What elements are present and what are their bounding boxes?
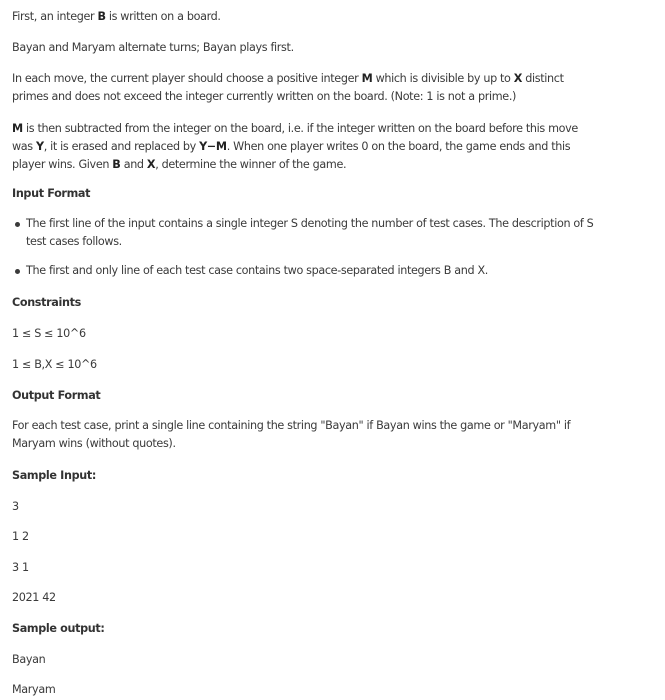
constraint-s: 1 ≤ S ≤ 10^6 (12, 327, 86, 340)
bullet-icon (15, 222, 20, 227)
intro-text: was (12, 140, 36, 153)
input-format-bullet-1-line-1: The first line of the input contains a single integer S denoting the number of test cases. The description of S (26, 217, 594, 230)
var-m: M (361, 72, 373, 85)
sample-input-line: 2021 42 (12, 591, 56, 604)
intro-text: is then subtracted from the integer on the board, i.e. if the integer written on the board before this move (22, 122, 578, 135)
sample-input-line: 3 (12, 500, 19, 513)
intro-text: which is divisible by up to (372, 72, 514, 85)
var-b: B (97, 10, 106, 23)
intro-paragraph-4-line-1 (12, 122, 578, 135)
sample-input-line: 1 2 (12, 530, 29, 543)
var-x: X (146, 158, 156, 171)
expr-y-minus-m: Y−M (199, 140, 227, 153)
sample-output-line: Bayan (12, 653, 46, 666)
intro-text: In each move, the current player should choose a positive integer (12, 72, 362, 85)
sample-output-line: Maryam (12, 683, 56, 696)
intro-text: is written on a board. (105, 10, 221, 23)
intro-text: distinct (522, 72, 564, 85)
sample-input-line: 3 1 (12, 561, 29, 574)
var-m: M (12, 122, 23, 135)
var-x: X (513, 72, 523, 85)
intro-paragraph-4-line-2 (12, 140, 570, 153)
intro-text: , it is erased and replaced by (43, 140, 200, 153)
var-b: B (112, 158, 121, 171)
output-format-heading: Output Format (12, 389, 101, 402)
intro-paragraph-4-line-3 (12, 158, 346, 171)
intro-text: . When one player writes 0 on the board, the game ends and this (226, 140, 571, 153)
output-format-line-1: For each test case, print a single line containing the string "Bayan" if Bayan wins the game or "Maryam" if (12, 419, 571, 432)
input-format-bullet-2: The first and only line of each test case contains two space-separated integers B and X. (26, 264, 488, 277)
intro-paragraph-1 (12, 10, 221, 23)
intro-text: and (120, 158, 147, 171)
output-format-line-2: Maryam wins (without quotes). (12, 437, 176, 450)
intro-text: , determine the winner of the game. (155, 158, 347, 171)
var-y: Y (36, 140, 44, 153)
input-format-heading: Input Format (12, 187, 91, 200)
constraints-heading: Constraints (12, 296, 81, 309)
intro-text: player wins. Given (12, 158, 113, 171)
constraint-b-x: 1 ≤ B,X ≤ 10^6 (12, 358, 97, 371)
input-format-bullet-1-line-2: test cases follows. (26, 235, 122, 248)
intro-paragraph-3-line-1 (12, 72, 564, 85)
sample-output-heading: Sample output: (12, 622, 105, 635)
sample-input-heading: Sample Input: (12, 469, 96, 482)
bullet-icon (15, 269, 20, 274)
intro-text: First, an integer (12, 10, 98, 23)
intro-paragraph-3-line-2: primes and does not exceed the integer currently written on the board. (Note: 1 is not a prime.) (12, 90, 517, 103)
intro-paragraph-2: Bayan and Maryam alternate turns; Bayan plays first. (12, 41, 294, 54)
